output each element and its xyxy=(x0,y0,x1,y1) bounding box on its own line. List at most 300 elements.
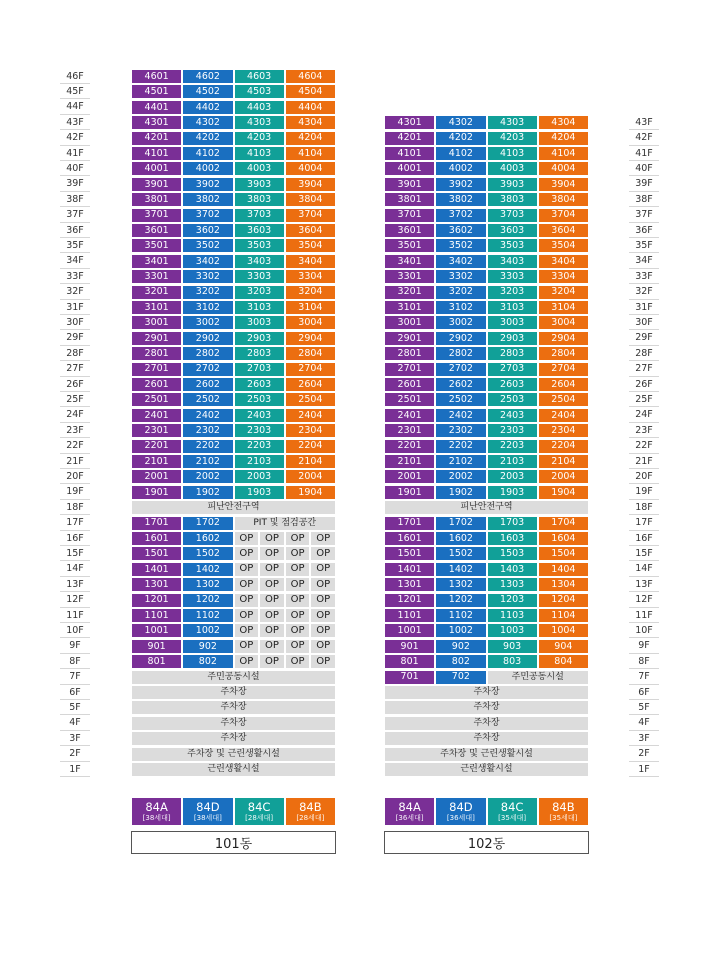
unit-1601: 1601 xyxy=(131,531,182,546)
unit-2001: 2001 xyxy=(131,469,182,484)
unit-4304: 4304 xyxy=(285,115,336,130)
floor-label-left: 38F xyxy=(60,192,90,207)
unit-1103: 1103 xyxy=(487,608,538,623)
unit-901: 901 xyxy=(384,639,435,654)
unit-1301: 1301 xyxy=(384,577,435,592)
unit-1701: 1701 xyxy=(384,516,435,531)
op-cell: OP xyxy=(259,593,285,608)
floor-label-left: 4F xyxy=(60,716,90,731)
unit-2001: 2001 xyxy=(384,469,435,484)
unit-1502: 1502 xyxy=(435,546,486,561)
unit-2201: 2201 xyxy=(131,439,182,454)
unit-4402: 4402 xyxy=(182,100,233,115)
unit-3104: 3104 xyxy=(538,300,589,315)
floor-label-right: 10F xyxy=(629,623,659,638)
unit-2902: 2902 xyxy=(182,331,233,346)
unit-3802: 3802 xyxy=(182,192,233,207)
unit-2901: 2901 xyxy=(384,331,435,346)
op-cell: OP xyxy=(310,623,336,638)
floor-label-left: 8F xyxy=(60,654,90,669)
unit-4004: 4004 xyxy=(538,161,589,176)
unit-1102: 1102 xyxy=(182,608,233,623)
unit-3202: 3202 xyxy=(435,285,486,300)
shared-floor: 주차장 및 근린생활시설 xyxy=(384,747,589,762)
unit-1904: 1904 xyxy=(538,485,589,500)
op-cell: OP xyxy=(234,639,260,654)
unit-3202: 3202 xyxy=(182,285,233,300)
unit-3401: 3401 xyxy=(384,254,435,269)
unit-4102: 4102 xyxy=(182,146,233,161)
unit-3303: 3303 xyxy=(487,269,538,284)
unit-1603: 1603 xyxy=(487,531,538,546)
floor-label-left: 6F xyxy=(60,685,90,700)
unit-1003: 1003 xyxy=(487,623,538,638)
unit-1001: 1001 xyxy=(131,623,182,638)
unit-2603: 2603 xyxy=(234,377,285,392)
floor-label-right: 28F xyxy=(629,346,659,361)
unit-1101: 1101 xyxy=(131,608,182,623)
unit-2202: 2202 xyxy=(435,439,486,454)
op-cell: OP xyxy=(234,577,260,592)
unit-902: 902 xyxy=(435,639,486,654)
unit-3701: 3701 xyxy=(131,208,182,223)
unit-2401: 2401 xyxy=(131,408,182,423)
unit-1903: 1903 xyxy=(487,485,538,500)
unit-3903: 3903 xyxy=(487,177,538,192)
unit-2402: 2402 xyxy=(435,408,486,423)
unit-4101: 4101 xyxy=(384,146,435,161)
unit-2701: 2701 xyxy=(131,362,182,377)
shared-floor: 주차장 xyxy=(384,700,589,715)
floor-label-right: 2F xyxy=(629,747,659,762)
floor-label-right: 39F xyxy=(629,177,659,192)
shared-floor: 주차장 xyxy=(384,731,589,746)
unit-2604: 2604 xyxy=(285,377,336,392)
unit-3702: 3702 xyxy=(435,208,486,223)
unit-3401: 3401 xyxy=(131,254,182,269)
unit-701: 701 xyxy=(384,670,435,685)
floor-label-left: 3F xyxy=(60,731,90,746)
unit-4303: 4303 xyxy=(234,115,285,130)
op-cell: OP xyxy=(285,531,311,546)
unit-3203: 3203 xyxy=(234,285,285,300)
op-cell: OP xyxy=(285,639,311,654)
unit-3003: 3003 xyxy=(234,315,285,330)
unit-4002: 4002 xyxy=(435,161,486,176)
op-cell: OP xyxy=(259,623,285,638)
legend-type: 84B xyxy=(299,799,322,814)
floor-label-left: 40F xyxy=(60,161,90,176)
floor-label-left: 42F xyxy=(60,131,90,146)
unit-3901: 3901 xyxy=(131,177,182,192)
unit-4201: 4201 xyxy=(131,131,182,146)
floor-label-left: 36F xyxy=(60,223,90,238)
unit-3403: 3403 xyxy=(234,254,285,269)
unit-2903: 2903 xyxy=(487,331,538,346)
unit-1001: 1001 xyxy=(384,623,435,638)
unit-3504: 3504 xyxy=(285,238,336,253)
unit-4604: 4604 xyxy=(285,69,336,84)
unit-2404: 2404 xyxy=(538,408,589,423)
pit-inspection-space: PIT 및 점검공간 xyxy=(234,516,337,531)
shared-floor: 주차장 xyxy=(384,685,589,700)
floor-label-right: 4F xyxy=(629,716,659,731)
unit-1002: 1002 xyxy=(182,623,233,638)
unit-1402: 1402 xyxy=(435,562,486,577)
legend-84B xyxy=(538,797,589,826)
unit-1303: 1303 xyxy=(487,577,538,592)
unit-1402: 1402 xyxy=(182,562,233,577)
unit-4104: 4104 xyxy=(285,146,336,161)
legend-84C xyxy=(487,797,538,826)
unit-2802: 2802 xyxy=(182,346,233,361)
shared-floor: 주차장 xyxy=(131,716,336,731)
unit-3602: 3602 xyxy=(182,223,233,238)
floor-label-left: 35F xyxy=(60,238,90,253)
unit-3601: 3601 xyxy=(131,223,182,238)
unit-1901: 1901 xyxy=(131,485,182,500)
unit-3604: 3604 xyxy=(538,223,589,238)
floor-label-left: 2F xyxy=(60,747,90,762)
floor-label-right: 40F xyxy=(629,161,659,176)
op-cell: OP xyxy=(259,562,285,577)
unit-2301: 2301 xyxy=(131,423,182,438)
unit-803: 803 xyxy=(487,654,538,669)
unit-3204: 3204 xyxy=(538,285,589,300)
floor-label-right: 36F xyxy=(629,223,659,238)
op-cell: OP xyxy=(310,639,336,654)
unit-901: 901 xyxy=(131,639,182,654)
floor-label-left: 19F xyxy=(60,485,90,500)
legend-count: [36세대] xyxy=(395,813,424,822)
unit-2103: 2103 xyxy=(234,454,285,469)
floor-label-left: 29F xyxy=(60,331,90,346)
unit-2104: 2104 xyxy=(285,454,336,469)
op-cell: OP xyxy=(285,623,311,638)
unit-3603: 3603 xyxy=(487,223,538,238)
floor-label-left: 28F xyxy=(60,346,90,361)
unit-2201: 2201 xyxy=(384,439,435,454)
floor-label-right: 29F xyxy=(629,331,659,346)
refuge-zone: 피난안전구역 xyxy=(384,500,589,515)
op-cell: OP xyxy=(285,546,311,561)
unit-1902: 1902 xyxy=(435,485,486,500)
unit-2003: 2003 xyxy=(487,469,538,484)
unit-2804: 2804 xyxy=(538,346,589,361)
floor-label-right: 38F xyxy=(629,192,659,207)
unit-2004: 2004 xyxy=(285,469,336,484)
unit-1501: 1501 xyxy=(384,546,435,561)
unit-1004: 1004 xyxy=(538,623,589,638)
floor-label-left: 46F xyxy=(60,69,90,84)
floor-label-left: 30F xyxy=(60,315,90,330)
unit-3404: 3404 xyxy=(285,254,336,269)
unit-4503: 4503 xyxy=(234,84,285,99)
unit-3502: 3502 xyxy=(435,238,486,253)
unit-3604: 3604 xyxy=(285,223,336,238)
legend-84B xyxy=(285,797,336,826)
unit-3502: 3502 xyxy=(182,238,233,253)
unit-2801: 2801 xyxy=(131,346,182,361)
unit-1002: 1002 xyxy=(435,623,486,638)
op-cell: OP xyxy=(259,639,285,654)
unit-3801: 3801 xyxy=(131,192,182,207)
unit-2403: 2403 xyxy=(487,408,538,423)
unit-3002: 3002 xyxy=(435,315,486,330)
unit-4001: 4001 xyxy=(131,161,182,176)
legend-type: 84B xyxy=(552,799,575,814)
legend-type: 84C xyxy=(500,799,524,814)
unit-3102: 3102 xyxy=(182,300,233,315)
unit-3303: 3303 xyxy=(234,269,285,284)
unit-4204: 4204 xyxy=(285,131,336,146)
unit-2701: 2701 xyxy=(384,362,435,377)
unit-2703: 2703 xyxy=(487,362,538,377)
unit-3302: 3302 xyxy=(435,269,486,284)
unit-3601: 3601 xyxy=(384,223,435,238)
floor-label-right: 21F xyxy=(629,454,659,469)
unit-4304: 4304 xyxy=(538,115,589,130)
unit-2302: 2302 xyxy=(435,423,486,438)
unit-2004: 2004 xyxy=(538,469,589,484)
unit-4302: 4302 xyxy=(182,115,233,130)
unit-2801: 2801 xyxy=(384,346,435,361)
shared-floor: 주차장 xyxy=(131,731,336,746)
floor-label-left: 16F xyxy=(60,531,90,546)
floor-label-left: 20F xyxy=(60,469,90,484)
floor-label-right: 26F xyxy=(629,377,659,392)
floor-label-left: 31F xyxy=(60,300,90,315)
unit-1202: 1202 xyxy=(435,593,486,608)
unit-2102: 2102 xyxy=(182,454,233,469)
op-cell: OP xyxy=(285,577,311,592)
unit-4301: 4301 xyxy=(131,115,182,130)
op-cell: OP xyxy=(259,546,285,561)
shared-floor: 주차장 xyxy=(131,700,336,715)
floor-label-left: 34F xyxy=(60,254,90,269)
legend-84A xyxy=(384,797,435,826)
op-cell: OP xyxy=(310,531,336,546)
unit-2301: 2301 xyxy=(384,423,435,438)
floor-label-left: 9F xyxy=(60,639,90,654)
unit-1204: 1204 xyxy=(538,593,589,608)
legend-84A xyxy=(131,797,182,826)
unit-4404: 4404 xyxy=(285,100,336,115)
unit-4201: 4201 xyxy=(384,131,435,146)
unit-902: 902 xyxy=(182,639,233,654)
shared-floor: 주차장 및 근린생활시설 xyxy=(131,747,336,762)
legend-84C xyxy=(234,797,285,826)
legend-count: [28세대] xyxy=(296,813,325,822)
unit-3902: 3902 xyxy=(435,177,486,192)
floor-label-right: 34F xyxy=(629,254,659,269)
unit-3304: 3304 xyxy=(285,269,336,284)
unit-2602: 2602 xyxy=(182,377,233,392)
unit-1602: 1602 xyxy=(435,531,486,546)
unit-4103: 4103 xyxy=(234,146,285,161)
floor-label-left: 22F xyxy=(60,439,90,454)
unit-2704: 2704 xyxy=(285,362,336,377)
legend-type: 84D xyxy=(449,799,473,814)
unit-3402: 3402 xyxy=(182,254,233,269)
floor-label-right: 16F xyxy=(629,531,659,546)
unit-2904: 2904 xyxy=(285,331,336,346)
unit-2003: 2003 xyxy=(234,469,285,484)
unit-1401: 1401 xyxy=(384,562,435,577)
floor-label-right: 23F xyxy=(629,423,659,438)
unit-802: 802 xyxy=(435,654,486,669)
floor-label-right: 8F xyxy=(629,654,659,669)
unit-2202: 2202 xyxy=(182,439,233,454)
unit-3503: 3503 xyxy=(234,238,285,253)
unit-1702: 1702 xyxy=(435,516,486,531)
unit-903: 903 xyxy=(487,639,538,654)
unit-1201: 1201 xyxy=(384,593,435,608)
unit-1601: 1601 xyxy=(384,531,435,546)
unit-1302: 1302 xyxy=(435,577,486,592)
floor-label-right: 25F xyxy=(629,392,659,407)
floor-label-right: 24F xyxy=(629,408,659,423)
op-cell: OP xyxy=(234,531,260,546)
legend-type: 84C xyxy=(247,799,271,814)
unit-801: 801 xyxy=(384,654,435,669)
unit-3304: 3304 xyxy=(538,269,589,284)
floor-label-right: 12F xyxy=(629,593,659,608)
unit-3101: 3101 xyxy=(131,300,182,315)
unit-1502: 1502 xyxy=(182,546,233,561)
unit-3103: 3103 xyxy=(234,300,285,315)
unit-2304: 2304 xyxy=(285,423,336,438)
building-title: 101동 xyxy=(131,831,336,854)
unit-2702: 2702 xyxy=(435,362,486,377)
unit-2704: 2704 xyxy=(538,362,589,377)
op-cell: OP xyxy=(310,608,336,623)
unit-3901: 3901 xyxy=(384,177,435,192)
floor-label-left: 21F xyxy=(60,454,90,469)
legend-count: [35세대] xyxy=(498,813,527,822)
unit-3301: 3301 xyxy=(131,269,182,284)
unit-3803: 3803 xyxy=(234,192,285,207)
op-cell: OP xyxy=(234,546,260,561)
unit-4303: 4303 xyxy=(487,115,538,130)
unit-2601: 2601 xyxy=(131,377,182,392)
floor-label-left: 17F xyxy=(60,516,90,531)
floor-label-left: 25F xyxy=(60,392,90,407)
floor-label-left: 18F xyxy=(60,500,90,515)
unit-3104: 3104 xyxy=(285,300,336,315)
unit-2803: 2803 xyxy=(234,346,285,361)
unit-802: 802 xyxy=(182,654,233,669)
unit-1604: 1604 xyxy=(538,531,589,546)
unit-3902: 3902 xyxy=(182,177,233,192)
unit-2703: 2703 xyxy=(234,362,285,377)
unit-3301: 3301 xyxy=(384,269,435,284)
unit-4203: 4203 xyxy=(487,131,538,146)
unit-4002: 4002 xyxy=(182,161,233,176)
unit-1501: 1501 xyxy=(131,546,182,561)
unit-3703: 3703 xyxy=(487,208,538,223)
unit-804: 804 xyxy=(538,654,589,669)
unit-2702: 2702 xyxy=(182,362,233,377)
unit-1104: 1104 xyxy=(538,608,589,623)
unit-4302: 4302 xyxy=(435,115,486,130)
unit-3003: 3003 xyxy=(487,315,538,330)
unit-1401: 1401 xyxy=(131,562,182,577)
unit-3603: 3603 xyxy=(234,223,285,238)
unit-3904: 3904 xyxy=(538,177,589,192)
legend-count: [38세대] xyxy=(193,813,222,822)
unit-2002: 2002 xyxy=(182,469,233,484)
unit-3804: 3804 xyxy=(285,192,336,207)
shared-floor: 근린생활시설 xyxy=(384,762,589,777)
unit-2802: 2802 xyxy=(435,346,486,361)
unit-3804: 3804 xyxy=(538,192,589,207)
unit-1504: 1504 xyxy=(538,546,589,561)
unit-2101: 2101 xyxy=(131,454,182,469)
unit-2401: 2401 xyxy=(384,408,435,423)
op-cell: OP xyxy=(234,562,260,577)
floor-label-left: 14F xyxy=(60,562,90,577)
unit-1902: 1902 xyxy=(182,485,233,500)
legend-84D xyxy=(435,797,486,826)
unit-3602: 3602 xyxy=(435,223,486,238)
unit-2903: 2903 xyxy=(234,331,285,346)
unit-4103: 4103 xyxy=(487,146,538,161)
floor-label-left: 12F xyxy=(60,593,90,608)
floor-label-left: 37F xyxy=(60,208,90,223)
floor-label-left: 5F xyxy=(60,700,90,715)
floor-label-left: 39F xyxy=(60,177,90,192)
unit-3704: 3704 xyxy=(538,208,589,223)
unit-1403: 1403 xyxy=(487,562,538,577)
unit-2403: 2403 xyxy=(234,408,285,423)
unit-3102: 3102 xyxy=(435,300,486,315)
unit-2904: 2904 xyxy=(538,331,589,346)
unit-3203: 3203 xyxy=(487,285,538,300)
legend-count: [28세대] xyxy=(245,813,274,822)
op-cell: OP xyxy=(310,562,336,577)
shared-floor: 주차장 xyxy=(384,716,589,731)
unit-1703: 1703 xyxy=(487,516,538,531)
unit-1301: 1301 xyxy=(131,577,182,592)
unit-3002: 3002 xyxy=(182,315,233,330)
unit-3103: 3103 xyxy=(487,300,538,315)
floor-label-right: 43F xyxy=(629,115,659,130)
unit-801: 801 xyxy=(131,654,182,669)
building-title: 102동 xyxy=(384,831,589,854)
unit-2502: 2502 xyxy=(182,392,233,407)
floor-label-left: 10F xyxy=(60,623,90,638)
unit-3703: 3703 xyxy=(234,208,285,223)
unit-4204: 4204 xyxy=(538,131,589,146)
floor-label-left: 32F xyxy=(60,285,90,300)
op-cell: OP xyxy=(285,608,311,623)
unit-1202: 1202 xyxy=(182,593,233,608)
op-cell: OP xyxy=(310,593,336,608)
floor-label-right: 14F xyxy=(629,562,659,577)
floor-label-right: 30F xyxy=(629,315,659,330)
unit-2103: 2103 xyxy=(487,454,538,469)
unit-4003: 4003 xyxy=(487,161,538,176)
unit-1101: 1101 xyxy=(384,608,435,623)
unit-2804: 2804 xyxy=(285,346,336,361)
unit-1201: 1201 xyxy=(131,593,182,608)
unit-1901: 1901 xyxy=(384,485,435,500)
unit-3402: 3402 xyxy=(435,254,486,269)
community-facility: 주민공동시설 xyxy=(487,670,590,685)
unit-2302: 2302 xyxy=(182,423,233,438)
floor-label-left: 23F xyxy=(60,423,90,438)
